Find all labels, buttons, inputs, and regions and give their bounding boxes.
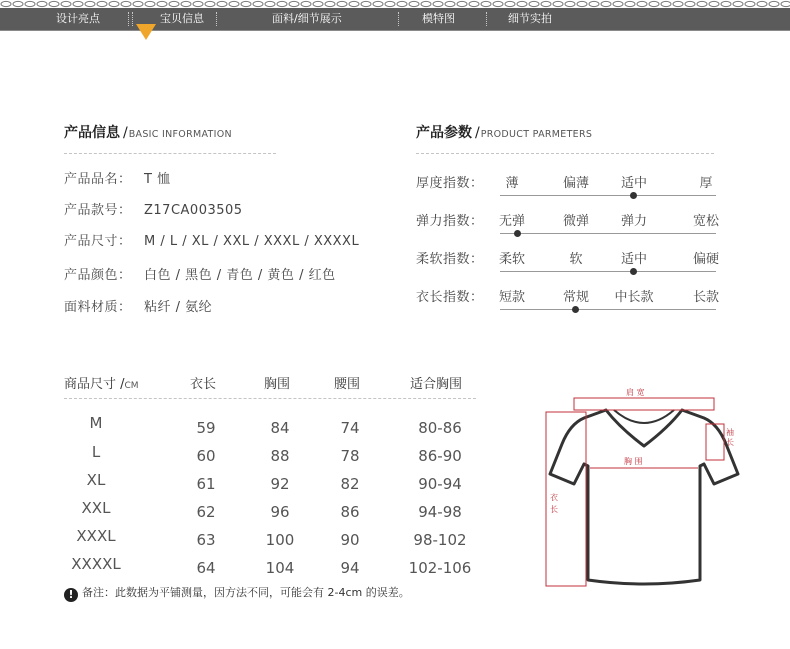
body-length-label: 衣 长 bbox=[550, 493, 558, 514]
size-value-cell: 90 bbox=[340, 531, 360, 549]
sleeve-length-label: 袖 长 bbox=[726, 428, 734, 447]
size-header-size bbox=[64, 373, 139, 392]
product-info-title: 产品信息 bbox=[64, 125, 120, 141]
info-label: 产品颜色： bbox=[64, 268, 132, 283]
note-text: 备注：此数据为平铺测量，因方法不同，可能会有 2-4cm 的误差。 bbox=[82, 586, 410, 599]
size-value-cell: 94-98 bbox=[418, 503, 462, 521]
size-value-cell: 88 bbox=[270, 447, 290, 465]
param-option: 薄 bbox=[505, 176, 519, 191]
product-params-heading: 产品参数 /PRODUCT PARMETERS bbox=[416, 125, 593, 141]
info-row-style-no bbox=[64, 199, 243, 218]
size-header-waist: 腰围 bbox=[334, 377, 361, 392]
param-option: 弹力 bbox=[620, 214, 647, 229]
decorative-chain-border bbox=[0, 0, 790, 8]
param-scale-line bbox=[500, 233, 716, 234]
shoulder-width-label: 肩 宽 bbox=[626, 388, 645, 397]
size-value-cell: 94 bbox=[340, 559, 360, 577]
nav-tab-design-highlights[interactable]: 设计亮点 bbox=[56, 12, 100, 25]
size-label: M bbox=[89, 414, 103, 432]
size-value-cell: 82 bbox=[340, 475, 360, 493]
param-option: 适中 bbox=[620, 176, 647, 191]
nav-bottom-rule bbox=[0, 30, 790, 31]
size-value-cell: 84 bbox=[270, 419, 290, 437]
info-label: 面料材质： bbox=[64, 300, 132, 315]
nav-tab-fabric-details[interactable]: 面料/细节展示 bbox=[272, 12, 342, 25]
param-option: 偏薄 bbox=[562, 176, 589, 191]
param-scale-line bbox=[500, 195, 716, 196]
param-label: 厚度指数： bbox=[416, 176, 484, 191]
info-label: 产品款号： bbox=[64, 203, 132, 218]
nav-divider bbox=[132, 12, 133, 26]
param-selected-marker bbox=[514, 230, 521, 237]
nav-divider bbox=[128, 12, 129, 26]
param-selected-marker bbox=[630, 192, 637, 199]
size-value-cell: 80-86 bbox=[418, 419, 462, 437]
product-info-subtitle: BASIC INFORMATION bbox=[128, 129, 232, 140]
size-value-cell: 92 bbox=[270, 475, 290, 493]
param-option: 偏硬 bbox=[692, 252, 719, 267]
info-label: 产品品名： bbox=[64, 172, 132, 187]
param-option: 软 bbox=[569, 252, 583, 267]
section-divider bbox=[64, 153, 276, 154]
size-label: XL bbox=[86, 471, 106, 489]
param-selected-marker bbox=[572, 306, 579, 313]
chest-label: 胸 围 bbox=[624, 457, 643, 466]
size-value-cell: 64 bbox=[196, 559, 216, 577]
info-row-sizes bbox=[64, 230, 359, 249]
active-tab-indicator-icon bbox=[136, 24, 156, 40]
param-option: 中长款 bbox=[614, 290, 654, 305]
param-scale-line bbox=[500, 309, 716, 310]
size-header-length: 衣长 bbox=[190, 377, 217, 392]
info-row-material bbox=[64, 296, 212, 315]
param-option: 柔软 bbox=[498, 252, 525, 267]
nav-tab-product-info[interactable]: 宝贝信息 bbox=[160, 12, 204, 25]
size-value-cell: 100 bbox=[265, 531, 295, 549]
nav-tab-detail-shots[interactable]: 细节实拍 bbox=[508, 12, 552, 25]
product-params-title: 产品参数 bbox=[416, 125, 472, 141]
size-label: L bbox=[91, 443, 101, 461]
size-value-cell: 98-102 bbox=[413, 531, 467, 549]
param-option: 适中 bbox=[620, 252, 647, 267]
size-header-chest: 胸围 bbox=[264, 377, 291, 392]
tshirt-measurement-diagram bbox=[544, 384, 744, 594]
section-divider bbox=[416, 153, 714, 154]
size-value-cell: 86-90 bbox=[418, 447, 462, 465]
nav-divider bbox=[216, 12, 217, 26]
param-option: 常规 bbox=[562, 290, 589, 305]
size-value-cell: 60 bbox=[196, 447, 216, 465]
size-table-divider bbox=[64, 398, 476, 399]
size-label: XXXL bbox=[76, 527, 116, 545]
param-option: 宽松 bbox=[692, 214, 719, 229]
size-value-cell: 62 bbox=[196, 503, 216, 521]
info-label: 产品尺寸： bbox=[64, 234, 132, 249]
size-header-unit: CM bbox=[124, 381, 139, 391]
param-option: 无弹 bbox=[498, 214, 525, 229]
size-label: XXL bbox=[81, 499, 111, 517]
nav-tab-model-photos[interactable]: 模特图 bbox=[422, 12, 455, 25]
size-value-cell: 90-94 bbox=[418, 475, 462, 493]
nav-divider bbox=[398, 12, 399, 26]
size-value-cell: 86 bbox=[340, 503, 360, 521]
param-option: 短款 bbox=[498, 290, 525, 305]
size-header-fit-chest: 适合胸围 bbox=[410, 377, 463, 392]
info-value: 白色 / 黑色 / 青色 / 黄色 / 红色 bbox=[144, 268, 336, 283]
param-label: 柔软指数： bbox=[416, 252, 484, 267]
info-value: 粘纤 / 氨纶 bbox=[144, 300, 213, 315]
param-scale-line bbox=[500, 271, 716, 272]
product-params-subtitle: PRODUCT PARMETERS bbox=[480, 129, 593, 140]
info-row-colors bbox=[64, 264, 336, 283]
tshirt-icon bbox=[544, 384, 744, 594]
size-value-cell: 59 bbox=[196, 419, 216, 437]
size-value-cell: 96 bbox=[270, 503, 290, 521]
info-value: M / L / XL / XXL / XXXL / XXXXL bbox=[144, 234, 360, 249]
param-option: 厚 bbox=[699, 176, 713, 191]
info-row-name bbox=[64, 168, 171, 187]
nav-divider bbox=[486, 12, 487, 26]
size-value-cell: 63 bbox=[196, 531, 216, 549]
exclamation-icon: ! bbox=[64, 588, 78, 602]
size-header-label: 商品尺寸 / bbox=[64, 377, 125, 392]
size-value-cell: 102-106 bbox=[408, 559, 472, 577]
param-label: 弹力指数： bbox=[416, 214, 484, 229]
size-value-cell: 74 bbox=[340, 419, 360, 437]
size-value-cell: 78 bbox=[340, 447, 360, 465]
param-label: 衣长指数： bbox=[416, 290, 484, 305]
size-value-cell: 104 bbox=[265, 559, 295, 577]
info-value: T 恤 bbox=[144, 172, 171, 187]
info-value: Z17CA003505 bbox=[144, 203, 243, 218]
param-option: 微弹 bbox=[562, 214, 589, 229]
top-nav-bar bbox=[0, 8, 790, 30]
size-value-cell: 61 bbox=[196, 475, 216, 493]
product-info-heading: 产品信息 /BASIC INFORMATION bbox=[64, 125, 232, 141]
measurement-note bbox=[64, 584, 410, 602]
param-selected-marker bbox=[630, 268, 637, 275]
param-option: 长款 bbox=[692, 290, 719, 305]
size-label: XXXXL bbox=[71, 555, 121, 573]
